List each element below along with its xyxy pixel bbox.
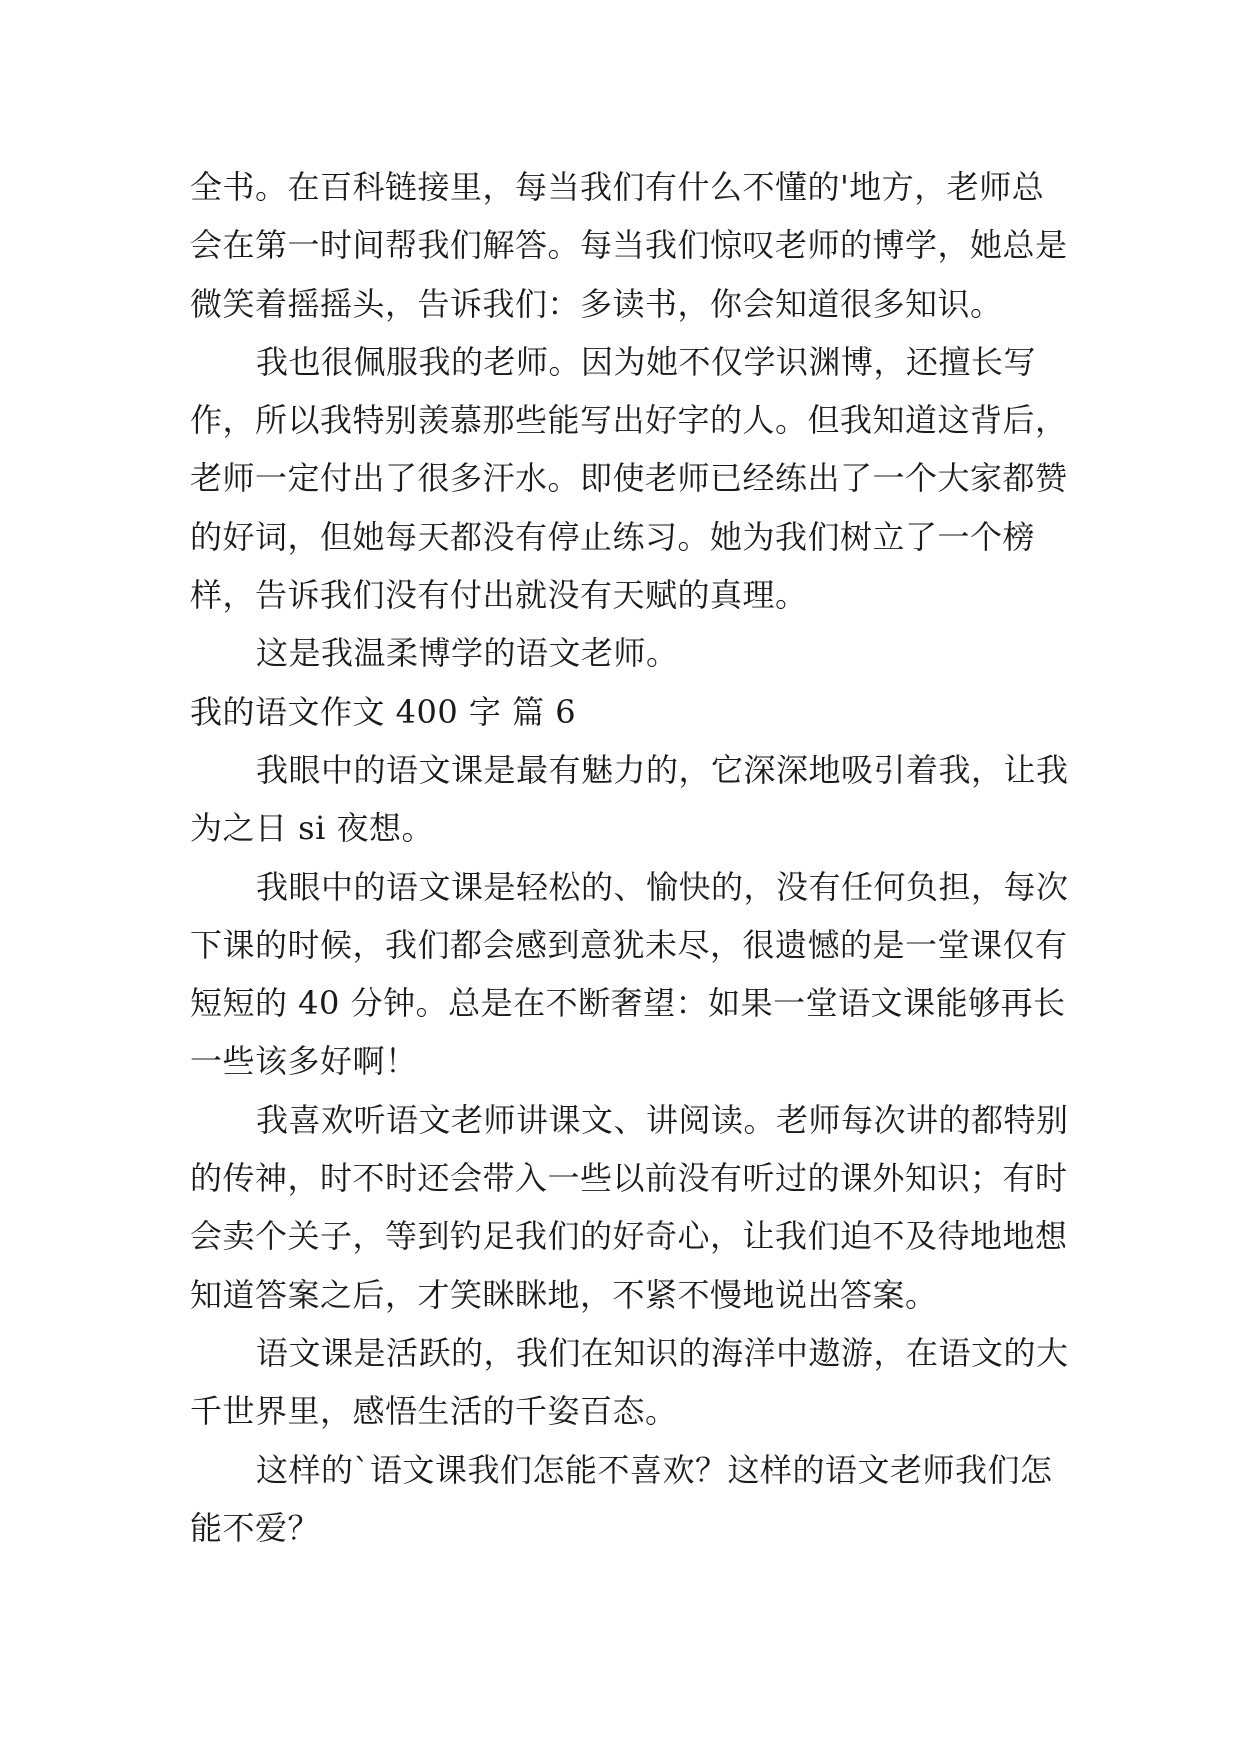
paragraph-continuation: 全书。在百科链接里，每当我们有什么不懂的'地方，老师总会在第一时间帮我们解答。每当我们惊叹老师的博学，她总是微笑着摇摇头，告诉我们：多读书，你会知道很多知识。: [190, 168, 1068, 323]
paragraph-teacher-summary: 这是我温柔博学的语文老师。: [256, 634, 679, 673]
paragraph-charm: 我眼中的语文课是最有魅力的，它深深地吸引着我，让我为之日 si 夜想。: [190, 750, 1069, 848]
paragraph-listening: 我喜欢听语文老师讲课文、讲阅读。老师每次讲的都特别的传神，时不时还会带入一些以前没有听过的课外知识；有时会卖个关子，等到钓足我们的好奇心，让我们迫不及待地地想知道答案之后，才笑眯眯地，不紧不慢地说出答案。: [190, 1100, 1069, 1314]
paragraph-teacher-writing: 我也很佩服我的老师。因为她不仅学识渊博，还擅长写作，所以我特别羡慕那些能写出好字的人。但我知道这背后，老师一定付出了很多汗水。即使老师已经练出了一个大家都赞的好词，但她每天都没有停止练习。她为我们树立了一个榜样，告诉我们没有付出就没有天赋的真理。: [190, 342, 1068, 615]
paragraph-relaxed: 我眼中的语文课是轻松的、愉快的，没有任何负担，每次下课的时候，我们都会感到意犹未尽，很遗憾的是一堂课仅有短短的 40 分钟。总是在不断奢望：如果一堂语文课能够再长一些该多好啊！: [190, 867, 1069, 1081]
paragraph-lively: 语文课是活跃的，我们在知识的海洋中遨游，在语文的大千世界里，感悟生活的千姿百态。: [190, 1333, 1069, 1431]
section-heading: 我的语文作文 400 字 篇 6: [190, 692, 577, 731]
paragraph-conclusion: 这样的`语文课我们怎能不喜欢？这样的语文老师我们怎能不爱？: [190, 1450, 1053, 1547]
document-body: [190, 158, 1070, 1557]
